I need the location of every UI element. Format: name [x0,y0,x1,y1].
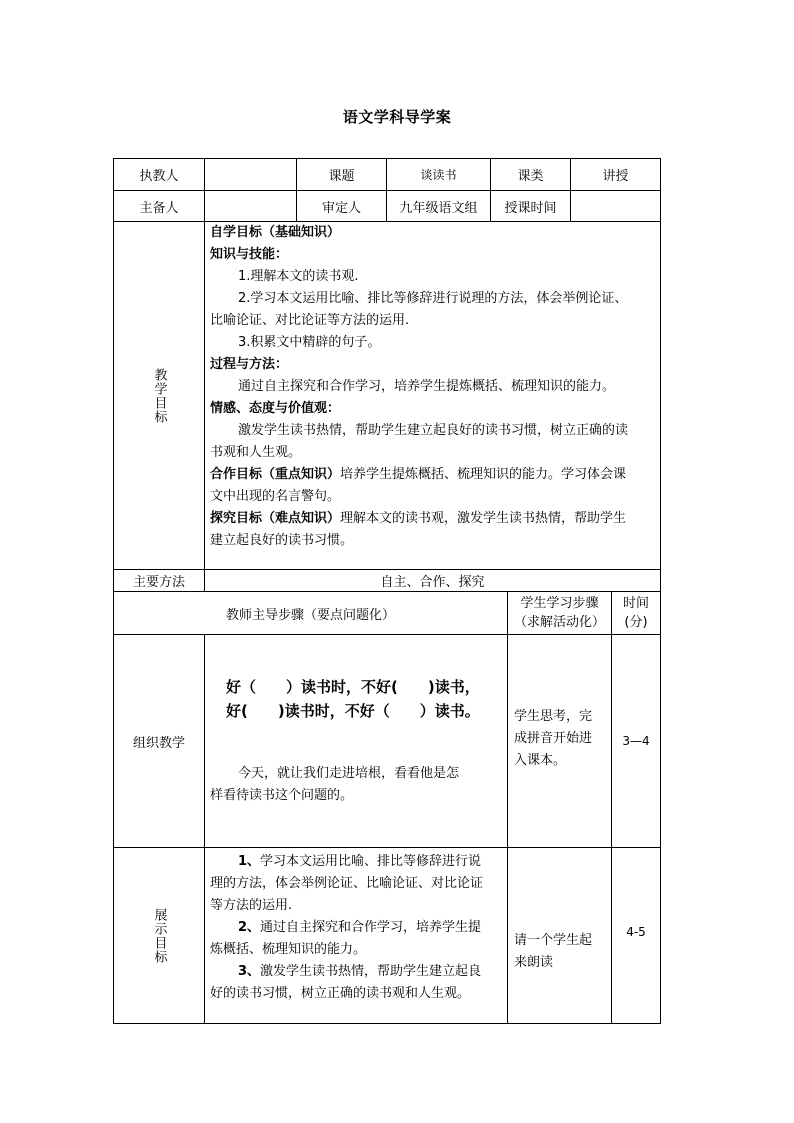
self-study-title: 自学目标（基础知识） [210,225,341,240]
display-content [210,851,503,1021]
reviewer-label: 审定人 [321,200,361,216]
knowledge-item-1: 1.理解本文的读书观. [238,269,359,284]
knowledge-item-3: 3.积累文中精辟的句子。 [238,335,381,350]
organize-student-step [514,706,609,786]
process-title: 过程与方法： [210,357,289,372]
explore-text-cont: 建立起良好的读书习惯。 [210,533,354,548]
time-header [612,592,660,634]
student-steps-header-line1: 学生学习步骤 [520,596,599,611]
knowledge-item-2-cont: 比喻论证、对比论证等方法的运用. [210,313,410,328]
coop-title: 合作目标（重点知识） [210,467,341,482]
class-type-label: 课类 [517,169,544,184]
objectives-label: 教学目标 [151,367,167,424]
goal-3-text-cont: 好的读书习惯，树立正确的读书观和人生观。 [210,986,471,1001]
emotion-text-cont: 书观和人生观。 [210,445,302,460]
preparer-value [205,191,296,221]
page-title: 语文学科导学案 [342,108,452,126]
lesson-time-value [571,191,660,221]
lesson-time-label: 授课时间 [504,200,557,216]
objectives-label-cell [114,222,204,569]
organize-label: 组织教学 [132,735,185,751]
goal-2-text-cont: 炼概括、梳理知识的能力。 [210,942,367,957]
display-label: 展示目标 [151,907,167,964]
display-time: 4-5 [626,924,646,939]
student-steps-header [508,592,611,634]
time-header-line2: (分) [624,615,648,630]
coop-text: 培养学生提炼概括、梳理知识的能力。学习体会课 [340,467,627,482]
method-label: 主要方法 [132,575,185,590]
knowledge-item-2: 2.学习本文运用比喻、排比等修辞进行说理的方法，体会举例论证、 [238,291,628,306]
time-header-line1: 时间 [622,596,649,611]
fill-blank-line-1: 好（ ）读书时，不好( )读书， [226,678,480,696]
emotion-title: 情感、态度与价值观： [210,401,341,416]
organize-paragraph-cont: 样看待读书这个问题的。 [210,788,354,803]
fill-blank-line-2: 好( )读书时，不好（ ）读书。 [226,702,480,720]
topic-label: 课题 [328,169,355,184]
teacher-label: 执教人 [139,169,179,184]
teacher-value [205,159,296,190]
display-label-cell [114,848,204,1023]
organize-student-line2: 成拼音开始进 [514,731,593,746]
reviewer-value: 九年级语文组 [399,200,478,216]
explore-title: 探究目标（难点知识） [210,511,341,526]
objectives-content [210,222,656,569]
display-student-step [514,930,609,980]
knowledge-title: 知识与技能： [210,247,289,262]
goal-1-text: 学习本文运用比喻、排比等修辞进行说 [260,854,482,869]
preparer-label: 主备人 [139,200,179,216]
display-student-line1: 请一个学生起 [514,933,593,948]
teacher-steps-header: 教师主导步骤（要点问题化） [225,607,395,623]
goal-3-text: 激发学生读书热情，帮助学生建立起良 [260,964,482,979]
class-type-value: 讲授 [602,169,629,184]
organize-student-line3: 入课本。 [514,753,567,768]
goal-1-text-cont: 理的方法，体会举例论证、比喻论证、对比论证 [210,876,484,891]
topic-value: 谈读书 [420,168,457,182]
goal-3-number: 3、 [238,964,261,979]
organize-content [210,635,503,847]
goal-2-number: 2、 [238,920,261,935]
goal-1-number: 1、 [238,854,261,869]
method-value: 自主、合作、探究 [380,575,485,590]
emotion-text: 激发学生读书热情，帮助学生建立起良好的读书习惯，树立正确的读 [238,423,629,438]
student-steps-header-line2: （求解活动化） [513,615,605,630]
goal-1-text-end: 等方法的运用. [210,898,293,913]
explore-text: 理解本文的读书观，激发学生读书热情，帮助学生 [340,511,627,526]
display-student-line2: 来朗读 [514,955,554,970]
organize-time: 3—4 [622,734,650,748]
coop-text-cont: 文中出现的名言警句。 [210,489,341,504]
organize-student-line1: 学生思考，完 [514,709,593,724]
goal-2-text: 通过自主探究和合作学习，培养学生提 [260,920,482,935]
process-text: 通过自主探究和合作学习，培养学生提炼概括、梳理知识的能力。 [238,379,616,394]
organize-paragraph: 今天，就让我们走进培根，看看他是怎 [238,766,460,781]
